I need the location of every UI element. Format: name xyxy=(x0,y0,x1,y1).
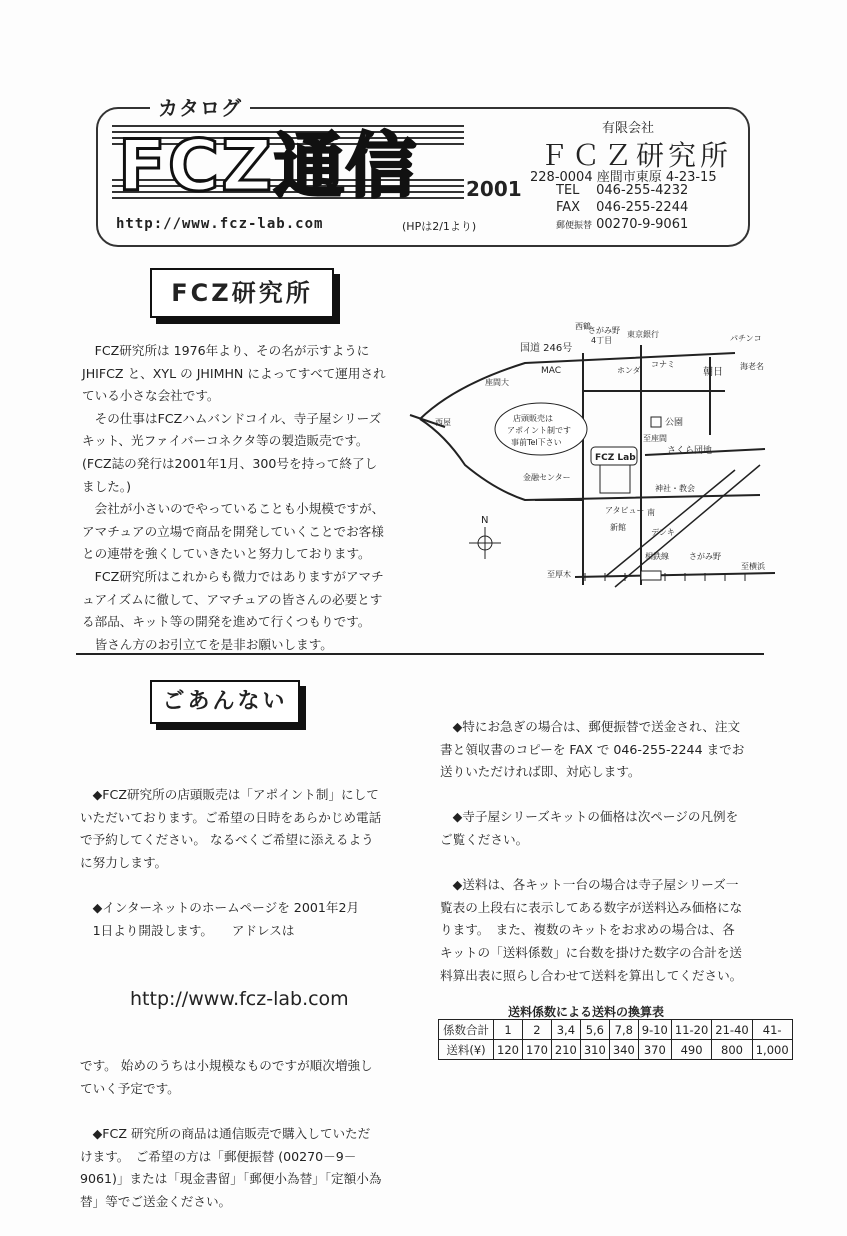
guide-line: ◆FCZ研究所の店頭販売は「アポイント制」にして xyxy=(80,787,379,803)
shipping-fee-table xyxy=(438,1019,793,1060)
intro-line: 会社が小さいのでやっていることも小規模ですが、 xyxy=(82,501,385,517)
map-label-atsugi: 至厚木 xyxy=(547,570,571,579)
intro-line: 皆さん方のお引立てを是非お願いします。 xyxy=(82,636,333,652)
map-label-mac: MAC xyxy=(541,366,562,376)
company-type: 有限会社 xyxy=(602,121,655,136)
intro-line: その仕事はFCZハムバンドコイル、寺子屋シリーズ xyxy=(82,410,382,426)
map-label-finance: 金融センター xyxy=(523,473,571,482)
map-label-route246: 国道 246号 xyxy=(520,343,573,354)
map-label-park: 公園 xyxy=(665,418,684,428)
intro-paragraph xyxy=(82,340,386,656)
postal-code: 228-0004 xyxy=(530,170,593,185)
map-note-line2: アポイント制です xyxy=(507,426,571,435)
intro-line: FCZ研究所はこれからも微力ではありますがアマチ xyxy=(82,568,384,584)
catalog-label: カタログ xyxy=(150,92,250,121)
guide-line xyxy=(80,1101,381,1124)
fee-cell: 1,000 xyxy=(752,1040,792,1060)
map-north-icon: N xyxy=(481,515,489,526)
newsletter-title: FCZ通信 xyxy=(118,125,418,207)
guide-right-column xyxy=(440,716,744,987)
guide-line: ご覧ください。 xyxy=(440,831,529,847)
address: 座間市東原 4-23-15 xyxy=(596,170,717,185)
map-label-shinkan: 新館 xyxy=(610,523,626,532)
intro-line: る部品、キット等の開発を進めて行くつもりです。 xyxy=(82,614,371,630)
fee-cell: 490 xyxy=(671,1040,711,1060)
fee-cell: 210 xyxy=(551,1040,580,1060)
fax-label: FAX xyxy=(556,200,581,215)
intro-line: ュアイズムに徹して、アマチュアの皆さんの必要とす xyxy=(82,591,383,607)
guide-line: 送りいただければ即、対応します。 xyxy=(440,764,641,780)
guide-line xyxy=(440,784,744,807)
map-note-line1: 店頭販売は xyxy=(513,414,553,423)
guide-line xyxy=(440,852,744,875)
fee-cell: 170 xyxy=(522,1040,551,1060)
map-label-street: 4丁目 xyxy=(591,336,613,345)
tel-value: 046-255-4232 xyxy=(596,183,689,198)
fee-cell: 310 xyxy=(580,1040,609,1060)
guide-line: に努力します。 xyxy=(80,854,168,870)
map-label-sagamigaoka: さがみ野 xyxy=(588,326,620,335)
fee-header: 送料(¥) xyxy=(439,1040,494,1060)
map-label-sakura: さくら団地 xyxy=(667,446,713,456)
guide-line: ◆特にお急ぎの場合は、郵便振替で送金され、注文 xyxy=(440,719,741,734)
tel-label: TEL xyxy=(556,183,580,198)
map-label-sagamino-station: さがみ野 xyxy=(689,552,721,561)
coefficient-cell: 41- xyxy=(752,1020,792,1040)
map-label-pachinko: パチンコ xyxy=(730,334,762,343)
map-label-ace: アタビュー xyxy=(605,506,645,515)
map-label-minami: 南 xyxy=(647,508,655,517)
guide-left-part2 xyxy=(80,1055,381,1213)
intro-line: FCZ研究所は 1976年より、その名が示すように xyxy=(82,343,370,358)
intro-line: アマチュアの立場で商品を開発していくことでお客様 xyxy=(82,523,384,539)
homepage-link[interactable]: http://www.fcz-lab.com xyxy=(130,987,349,1010)
fee-cell: 120 xyxy=(494,1040,523,1060)
section-divider xyxy=(76,653,764,655)
guide-line: 替」等でご送金ください。 xyxy=(80,1193,232,1209)
fee-table-title: 送料係数による送料の換算表 xyxy=(508,1005,665,1019)
coefficient-cell: 2 xyxy=(522,1020,551,1040)
intro-line: キット、光ファイバーコネクタ等の製造販売です。 xyxy=(82,433,369,449)
intro-line: ました。) xyxy=(82,478,131,494)
section-banner-fcz: FCZ研究所 xyxy=(150,268,334,318)
guide-line: キットの「送料係数」に台数を掛けた数字の合計を送 xyxy=(440,944,742,960)
intro-line: ている小さな会社です。 xyxy=(82,388,220,404)
guide-line: 書と領収書のコピーを FAX で 046-255-2244 までお xyxy=(440,741,745,757)
company-name: ＦＣＺ研究所 xyxy=(540,139,733,172)
transfer-value: 00270-9-9061 xyxy=(596,217,689,232)
coefficient-cell: 9-10 xyxy=(638,1020,671,1040)
map-label-shrine: 神社・教会 xyxy=(655,484,695,493)
guide-line: 覧表の上段右に表示してある数字が送料込み価格にな xyxy=(440,899,743,915)
coefficient-row xyxy=(439,1020,793,1040)
coefficient-cell: 21-40 xyxy=(712,1020,752,1040)
map-label-denki: デンキ xyxy=(651,528,675,537)
fee-row xyxy=(439,1040,793,1060)
map-label-nishi: 西鶴 xyxy=(575,322,591,331)
coefficient-cell: 7,8 xyxy=(609,1020,638,1040)
contact-tel xyxy=(556,183,688,198)
map-label-zamatai: 座間大 xyxy=(485,378,509,387)
contact-postal-transfer xyxy=(556,217,688,232)
map-note-line3: 事前Tel下さい xyxy=(511,438,562,447)
guide-left-part1 xyxy=(80,784,381,942)
title-year: 2001 xyxy=(466,177,522,201)
map-label-fczlab: FCZ Lab xyxy=(595,453,636,463)
fee-cell: 340 xyxy=(609,1040,638,1060)
map-label-zama: 至座間 xyxy=(643,434,667,443)
transfer-label: 郵便振替 xyxy=(556,221,593,231)
coefficient-cell: 1 xyxy=(494,1020,523,1040)
guide-line xyxy=(80,875,381,898)
section-banner-guide: ごあんない xyxy=(150,680,300,724)
map-label-ebina: 海老名 xyxy=(740,362,764,371)
map-label-yokohama: 至横浜 xyxy=(741,562,765,571)
guide-left-column xyxy=(80,739,381,1236)
guide-line: けます。 ご希望の方は「郵便振替 (00270－9－ xyxy=(80,1148,357,1164)
contact-fax xyxy=(556,200,688,215)
map-label-bank: 東京銀行 xyxy=(627,330,659,339)
map-label-west: 西屋 xyxy=(435,418,451,427)
guide-line: ◆インターネットのホームページを 2001年2月 xyxy=(80,900,360,916)
coefficient-cell: 11-20 xyxy=(671,1020,711,1040)
fee-cell: 800 xyxy=(712,1040,752,1060)
guide-line: 1日より開設します。 アドレスは xyxy=(80,922,295,938)
guide-line: ります。 また、複数のキットをお求めの場合は、各 xyxy=(440,922,735,938)
coefficient-cell: 3,4 xyxy=(551,1020,580,1040)
fax-value: 046-255-2244 xyxy=(596,200,689,215)
guide-line: 料算出表に照らし合わせて送料を算出してください。 xyxy=(440,967,743,983)
header-url[interactable]: http://www.fcz-lab.com xyxy=(116,216,324,232)
guide-line: ◆寺子屋シリーズキットの価格は次ページの凡例を xyxy=(440,809,739,825)
guide-line: ◆FCZ 研究所の商品は通信販売で購入していただ xyxy=(80,1126,371,1142)
guide-line: ◆送料は、各キット一台の場合は寺子屋シリーズ一 xyxy=(440,877,739,893)
intro-line: との連帯を強くしていきたいと努力しております。 xyxy=(82,546,371,562)
location-map xyxy=(405,315,775,593)
guide-line: 9061)」または「現金書留」「郵便小為替」「定額小為 xyxy=(80,1171,382,1187)
coefficient-cell: 5,6 xyxy=(580,1020,609,1040)
url-note: (HPは2/1より) xyxy=(402,220,477,233)
guide-line: ていく予定です。 xyxy=(80,1080,180,1096)
map-label-sotetsu: 相鉄線 xyxy=(645,552,669,561)
guide-line: いただいております。ご希望の日時をあらかじめ電話 xyxy=(80,809,382,825)
guide-line: です。 始めのうちは小規模なものですが順次増強し xyxy=(80,1058,373,1074)
guide-line: で予約してください。 なるべくご希望に添えるよう xyxy=(80,832,374,848)
map-label-asahi: 朝日 xyxy=(703,367,723,378)
intro-line: JHIFCZ と、XYL の JHIMHN によってすべて運用され xyxy=(82,365,386,381)
fee-cell: 370 xyxy=(638,1040,671,1060)
intro-line: (FCZ誌の発行は2001年1月、300号を持って終了し xyxy=(82,455,378,471)
coefficient-header: 係数合計 xyxy=(439,1020,494,1040)
map-label-honda: ホンダ xyxy=(617,366,641,375)
map-label-konami: コナミ xyxy=(651,360,675,369)
